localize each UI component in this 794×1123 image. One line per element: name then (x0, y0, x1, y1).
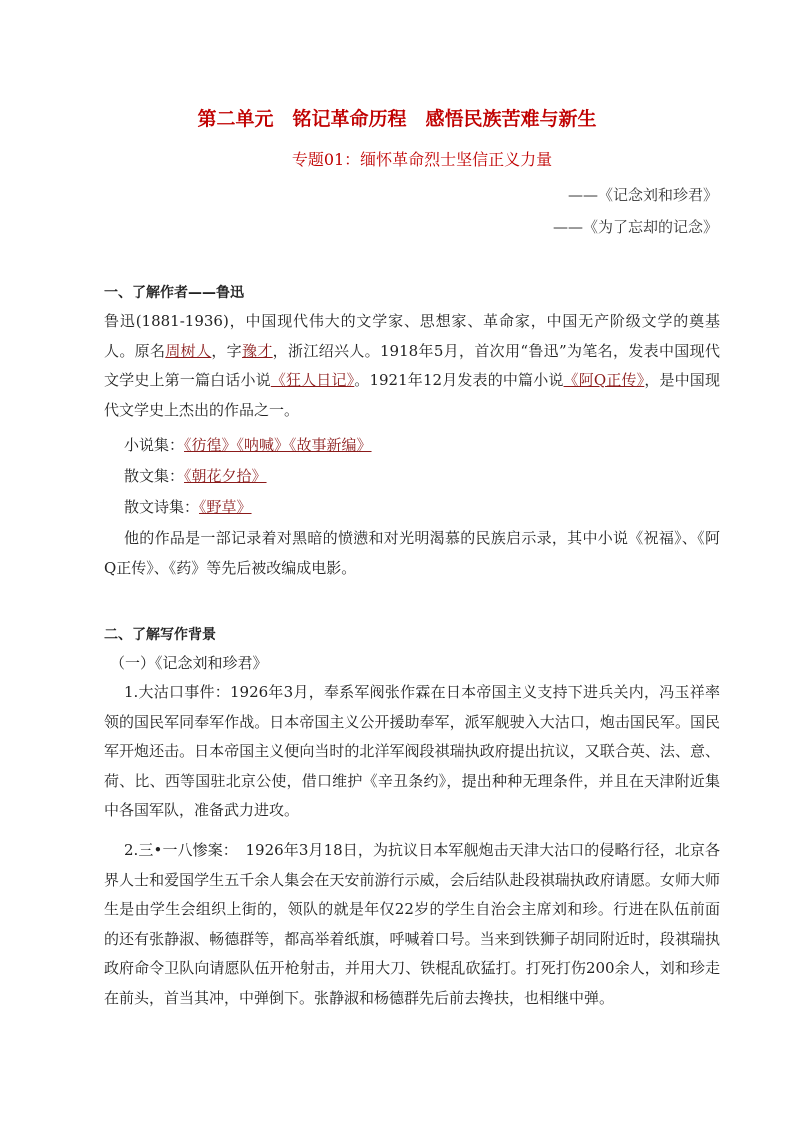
section2-heading: 二、了解写作背景 (104, 627, 216, 643)
novels-link[interactable]: 《彷徨》《呐喊》《故事新编》 (184, 436, 372, 454)
novels-line (124, 434, 372, 455)
source-text-2: ——《为了忘却的记念》 (552, 218, 718, 236)
section1-heading: 一、了解作者——鲁迅 (104, 285, 244, 301)
prose-poems-link[interactable]: 《野草》 (199, 498, 252, 516)
novels-label: 小说集： (124, 436, 185, 454)
essays-link[interactable]: 《朝花夕拾》 (184, 467, 267, 485)
source-text-1: ——《记念刘和珍君》 (567, 186, 718, 204)
subsection-heading: （一）《记念刘和珍君》 (110, 654, 268, 672)
author-bio (104, 307, 720, 425)
topic-subtitle: 专题01：缅怀革命烈士坚信正义力量 (291, 150, 553, 169)
march18-paragraph: 2.三•一八惨案： 1926年3月18日，为抗议日本军舰炮击天津大沽口的侵略行径，北京各界人士和爱国学生五千余人集会在天安前游行示威，会后结队赴段祺瑞执政府请愿。女师大师生是由学生会组织上街的，领队的就是年仅22岁的学生自治会主席刘和珍。行进在队伍前面的还有张静淑、畅德群等，都高举着纸旗，呼喊着口号。当来到铁狮子胡同附近时，段祺瑞执政府命令卫队向请愿队伍开枪射击，并用大刀、铁棍乱砍猛打。打死打伤200余人，刘和珍走在前头，首当其冲，中弹倒下。张静淑和杨德群先后前去搀扶，也相继中弹。 (104, 841, 720, 1007)
bio-text: 鲁迅(1881-1936)，中国现代伟大的文学家、思想家、革命家，中国无产阶级文学的奠基人。原名 (104, 312, 720, 360)
essays-line (124, 465, 267, 486)
bio-text: ，字 (211, 341, 242, 360)
bio-text: 。1921年12月发表的中篇小说 (354, 371, 564, 389)
courtesy-name-link[interactable]: 豫才 (242, 341, 273, 360)
unit-title: 第二单元 铭记革命历程 感悟民族苦难与新生 (197, 108, 597, 130)
birth-name-link[interactable]: 周树人 (165, 341, 212, 360)
essays-label: 散文集： (124, 467, 185, 485)
bio-text: ，是中国现代文学史上杰出的作品之一。 (104, 371, 720, 419)
prose-poems-label: 散文诗集： (124, 498, 200, 516)
dagukou-paragraph: 1.大沽口事件：1926年3月，奉系军阀张作霖在日本帝国主义支持下进兵关内，冯玉祥率领的国民军同奉军作战。日本帝国主义公开援助奉军，派军舰驶入大沽口，炮击国民军。国民军开炮还击。日本帝国主义便向当时的北洋军阀段祺瑞执政府提出抗议，又联合英、法、意、荷、比、西等国驻北京公使，借口维护《辛丑条约》，提出种种无理条件，并且在天津附近集中各国军队，准备武力进攻。 (104, 683, 720, 819)
work-link-ahq[interactable]: 《阿Q正传》 (563, 371, 645, 389)
bio-text: ，浙江绍兴人。1918年5月，首次用“鲁迅”为笔名，发表中国现代文学史上第一篇白话小说 (104, 341, 720, 389)
works-summary: 他的作品是一部记录着对黑暗的愤懑和对光明渴慕的民族启示录，其中小说《祝福》、《阿Q正传》、《药》等先后被改编成电影。 (104, 529, 720, 577)
prose-poems-line (124, 496, 252, 517)
work-link-diary[interactable]: 《狂人日记》 (270, 371, 355, 389)
